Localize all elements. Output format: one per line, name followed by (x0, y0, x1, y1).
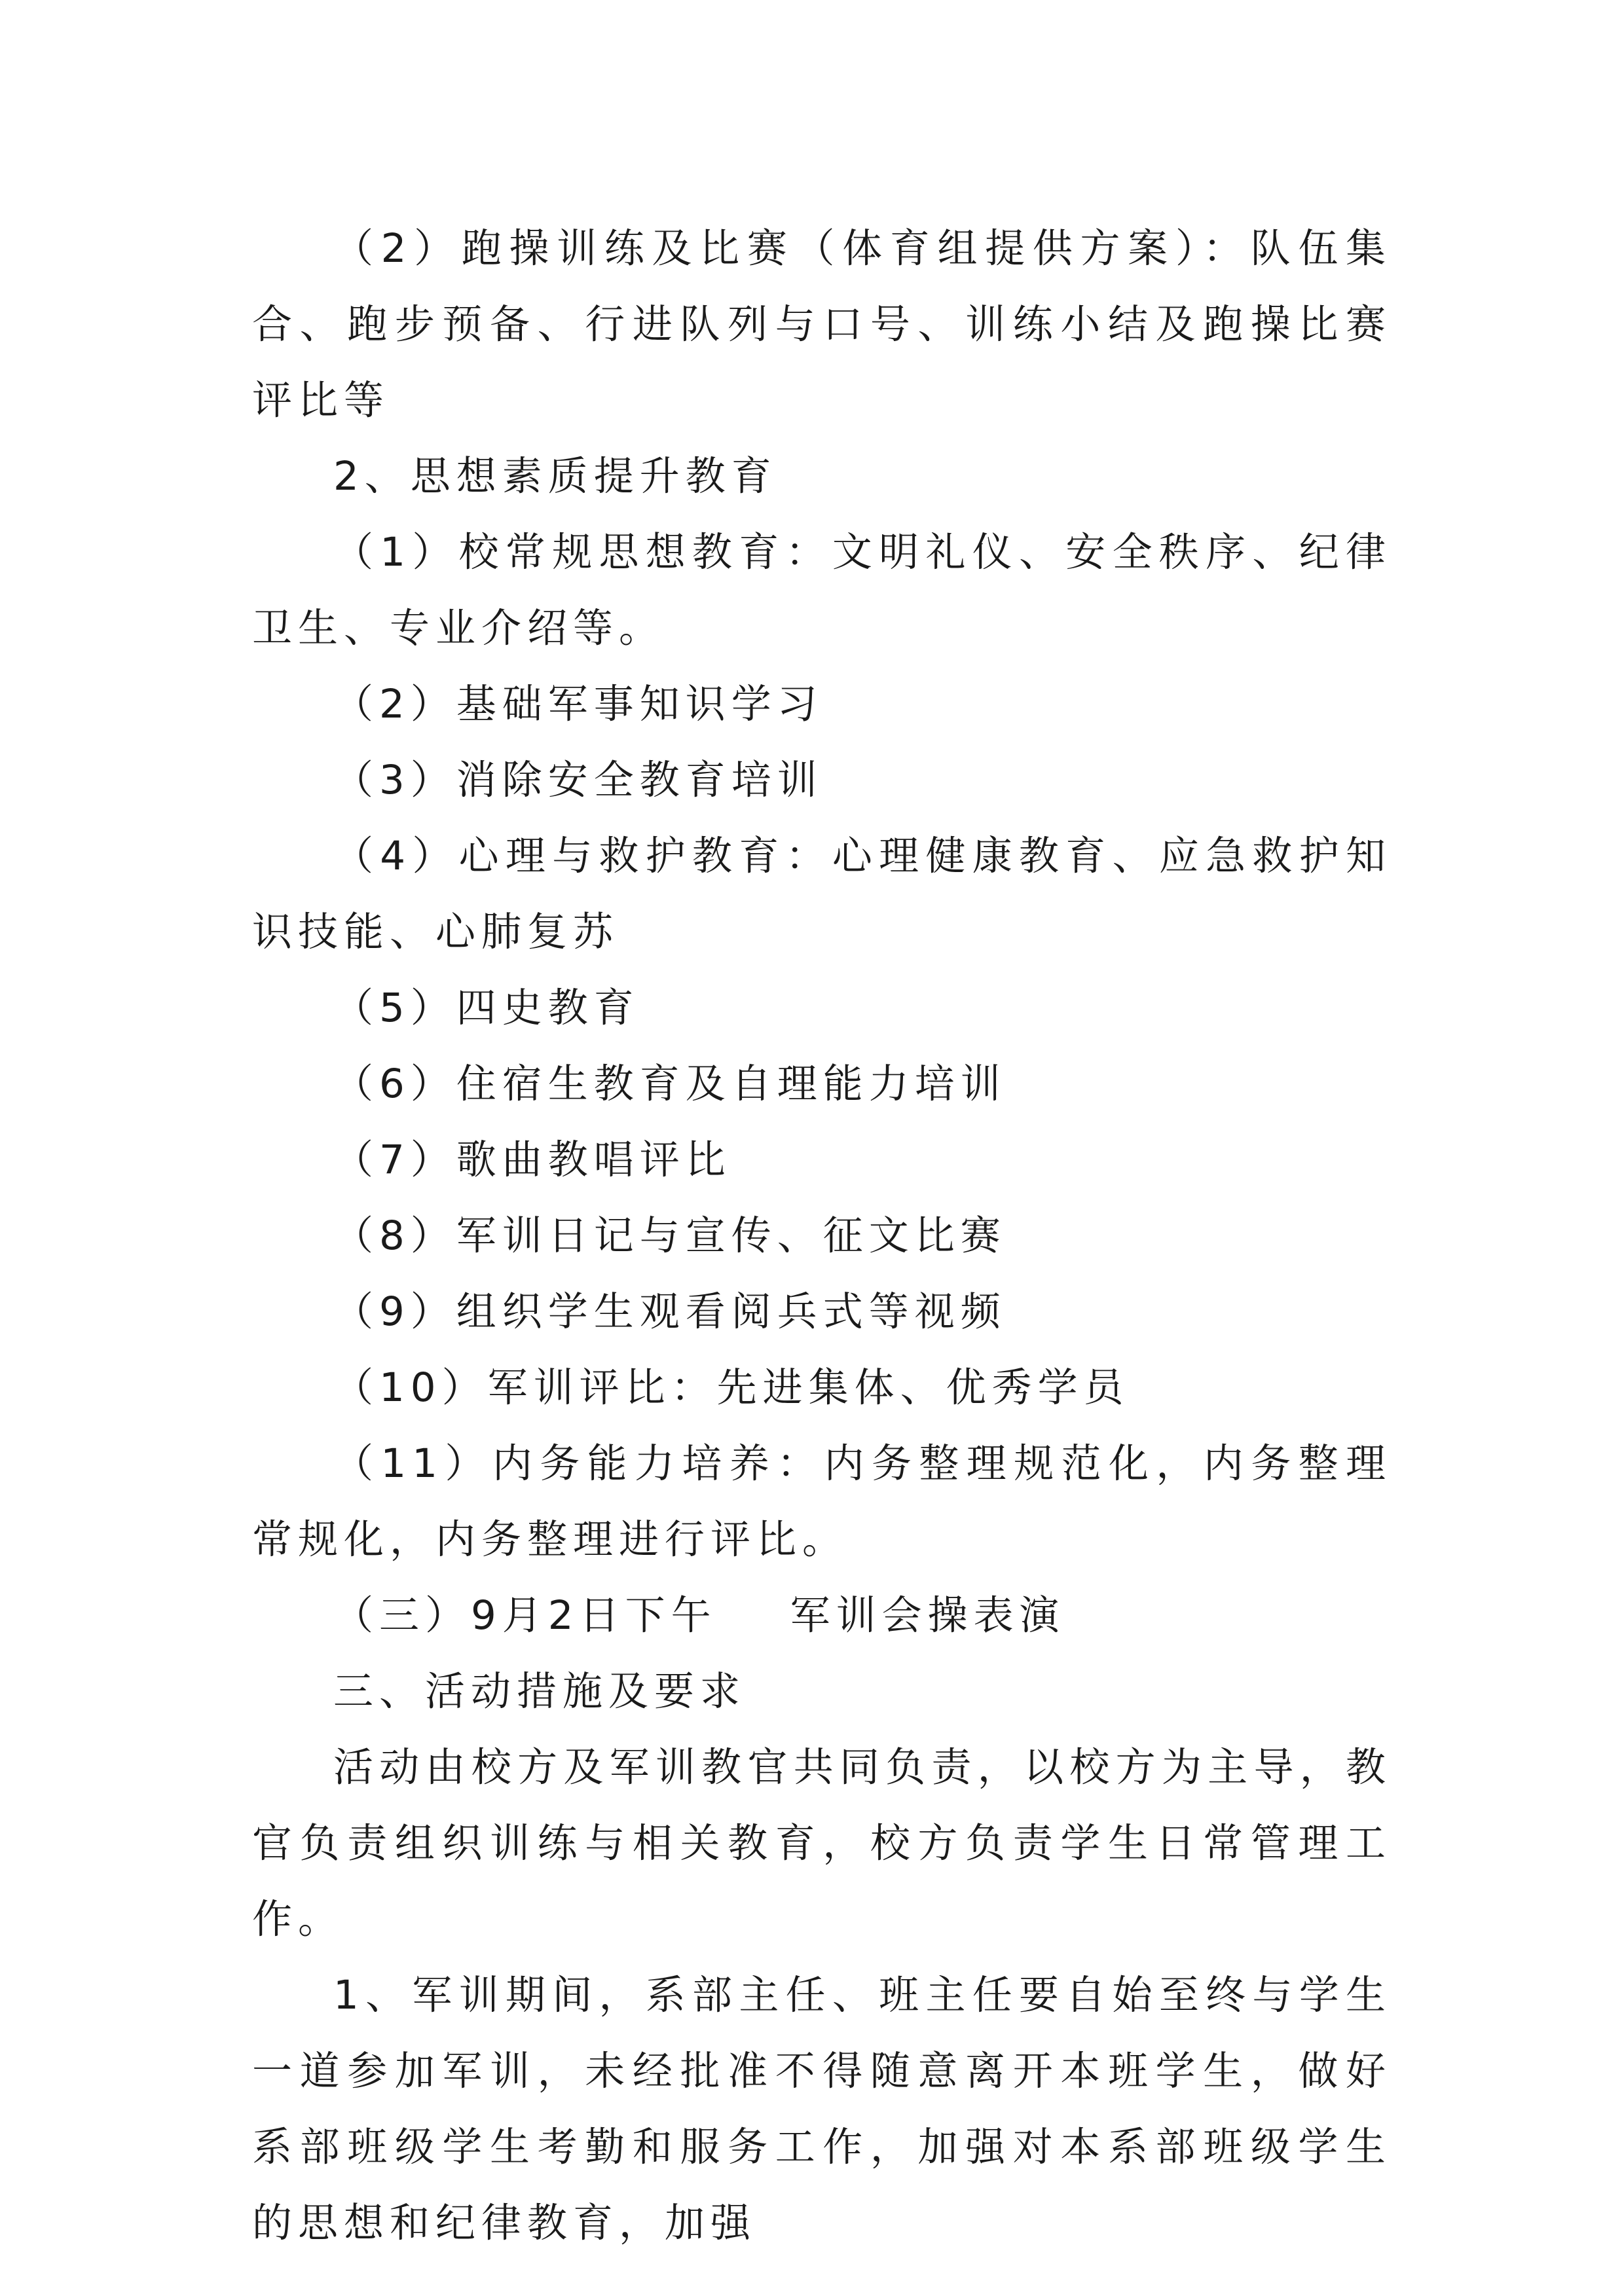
schedule-event: 军训会操表演 (790, 1592, 1065, 1639)
section-heading: 三、活动措施及要求 (333, 1668, 747, 1715)
paragraph-boarding-students: （6）住宿生教育及自理能力培训 (333, 1061, 1006, 1107)
paragraph-diary-essay: （8）军训日记与宣传、征文比赛 (333, 1212, 1006, 1259)
paragraph-running-drill: （2）跑操训练及比赛（体育组提供方案）：队伍集合、跑步预备、行进队列与口号、训练小结及跑操比赛评比等 (252, 225, 1392, 424)
paragraph-four-histories: （5）四史教育 (333, 985, 640, 1031)
paragraph-ideology-education: 2、思想素质提升教育 (333, 453, 777, 500)
paragraph-parade-video: （9）组织学生观看阅兵式等视频 (333, 1288, 1006, 1335)
paragraph-school-rules: （1）校常规思想教育：文明礼仪、安全秩序、纪律卫生、专业介绍等。 (252, 529, 1392, 651)
paragraph-safety-training: （3）消除安全教育培训 (333, 757, 823, 803)
document-body (252, 211, 1392, 2261)
schedule-time: （三）9月2日下午 (333, 1592, 717, 1639)
paragraph-song-contest: （7）歌曲教唱评比 (333, 1137, 731, 1183)
paragraph-military-knowledge: （2）基础军事知识学习 (333, 681, 823, 727)
paragraph-psychology-rescue: （4）心理与救护教育：心理健康教育、应急救护知识技能、心肺复苏 (252, 833, 1392, 955)
paragraph-training-awards: （10）军训评比：先进集体、优秀学员 (333, 1364, 1130, 1411)
schedule-line (252, 1578, 1392, 1654)
paragraph-requirement-1: 1、军训期间，系部主任、班主任要自始至终与学生一道参加军训，未经批准不得随意离开本班学生，做好系部班级学生考勤和服务工作，加强对本系部班级学生的思想和纪律教育，加强 (252, 1972, 1392, 2246)
paragraph-dormitory-affairs: （11）内务能力培养：内务整理规范化，内务整理常规化，内务整理进行评比。 (252, 1440, 1392, 1563)
paragraph-responsibility: 活动由校方及军训教官共同负责，以校方为主导，教官负责组织训练与相关教育，校方负责学生日常管理工作。 (252, 1744, 1392, 1942)
